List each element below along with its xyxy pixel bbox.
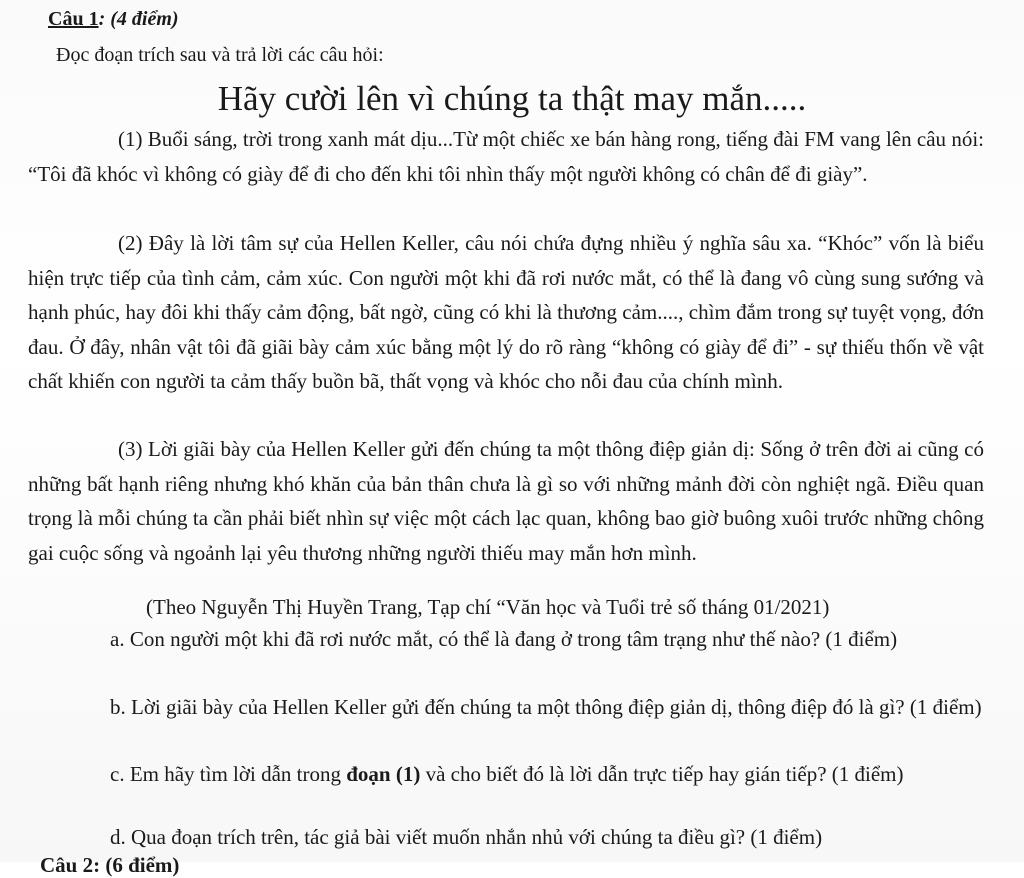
question-number: Câu 1 <box>48 8 99 30</box>
question-points: : (4 điểm) <box>98 8 179 30</box>
passage-title: Hãy cười lên vì chúng ta thật may mắn..... <box>217 79 807 118</box>
question-a: a. Con người một khi đã rơi nước mắt, có thể là đang ở trong tâm trạng như thế nào? (1 điểm) <box>110 627 898 651</box>
paragraph-2: (2) Đây là lời tâm sự của Hellen Keller, câu nói chứa đựng nhiều ý nghĩa sâu xa. “Khóc” vốn là biểu hiện trực tiếp của tình cảm, cảm xúc. Con người một khi đã rơi nước mắt, có thể là đang vô cùng sung sướng và hạnh phúc, hay đôi khi thấy cảm động, bất ngờ, cũng có khi là thương cảm...., chìm đắm trong sự tuyệt vọng, đớn đau. Ở đây, nhân vật tôi đã giãi bày cảm xúc bằng một lý do rõ ràng “không có giày để đi” - sự thiếu thốn về vật chất khiến con người ta cảm thấy buồn bã, thất vọng và khóc cho nỗi đau của chính mình. <box>28 231 984 393</box>
instruction-text: Đọc đoạn trích sau và trả lời các câu hỏi: <box>56 44 384 66</box>
question-c-text-2: và cho biết đó là lời dẫn trực tiếp hay gián tiếp? (1 điểm) <box>420 762 904 786</box>
question-c-bold: đoạn (1) <box>346 762 421 786</box>
question-heading <box>48 6 179 32</box>
next-question-heading-partial: Câu 2: (6 điểm) <box>40 853 180 877</box>
question-d: d. Qua đoạn trích trên, tác giả bài viết muốn nhắn nhủ với chúng ta điều gì? (1 điểm) <box>110 825 823 849</box>
paragraph-1: (1) Buổi sáng, trời trong xanh mát dịu...Từ một chiếc xe bán hàng rong, tiếng đài FM vang lên câu nói: “Tôi đã khóc vì không có giày để đi cho đến khi tôi nhìn thấy một người không có chân để đi giày”. <box>28 127 984 186</box>
question-c-text-1: c. Em hãy tìm lời dẫn trong <box>110 762 347 786</box>
question-b: b. Lời giãi bày của Hellen Keller gửi đến chúng ta một thông điệp giản dị, thông điệp đó là gì? (1 điểm) <box>110 695 982 719</box>
source-citation: (Theo Nguyễn Thị Huyền Trang, Tạp chí “Văn học và Tuổi trẻ số tháng 01/2021) <box>146 595 830 619</box>
question-c <box>28 757 988 791</box>
paragraph-3: (3) Lời giãi bày của Hellen Keller gửi đến chúng ta một thông điệp giản dị: Sống ở trên đời ai cũng có những bất hạnh riêng nhưng khó khăn của bản thân chưa là gì so với những mảnh đời còn nghiệt ngã. Điều quan trọng là mỗi chúng ta cần phải biết nhìn sự việc một cách lạc quan, không bao giờ buông xuôi trước những chông gai cuộc sống và ngoảnh lại yêu thương những người thiếu may mắn hơn mình. <box>28 437 984 565</box>
